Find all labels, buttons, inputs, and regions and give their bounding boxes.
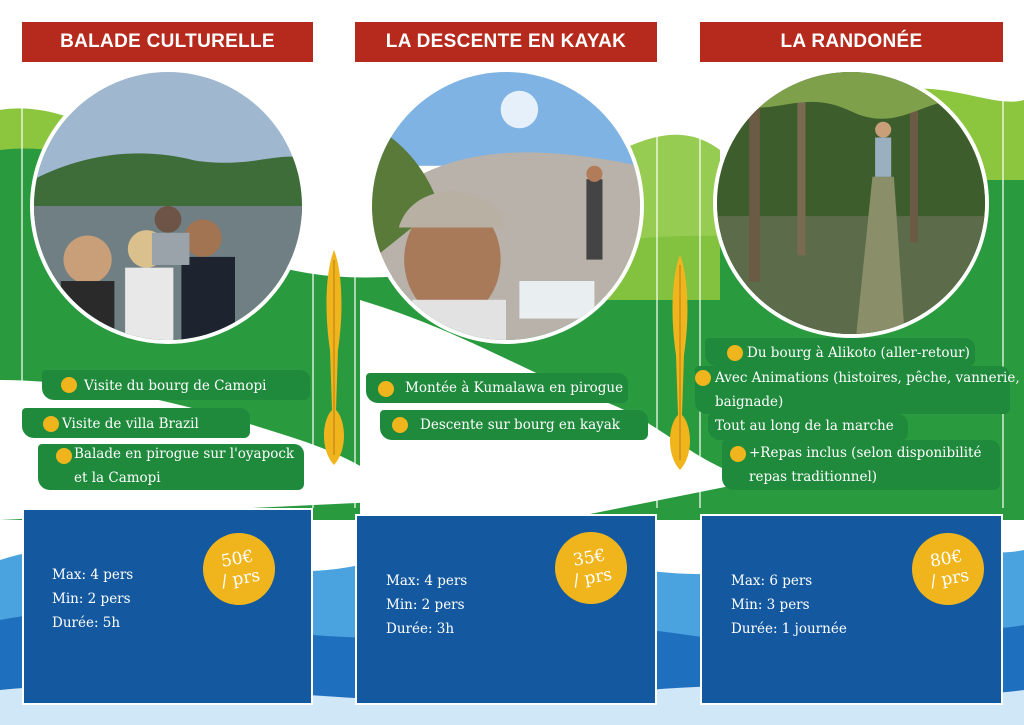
max-persons: Max: 4 pers <box>386 573 468 589</box>
bullet-dot-icon <box>727 345 743 361</box>
duration: Durée: 5h <box>52 615 121 631</box>
photo-pirogue-river <box>30 68 306 344</box>
header-balade-culturelle: BALADE CULTURELLE <box>22 22 313 62</box>
activity-text: Visite de villa Brazil <box>62 416 199 432</box>
activity-text: Du bourg à Alikoto (aller-retour) <box>747 345 970 361</box>
activity-text: Descente sur bourg en kayak <box>420 417 620 433</box>
bullet-dot-icon <box>695 370 711 386</box>
price-value: 35€ <box>571 545 607 571</box>
duration: Durée: 3h <box>386 621 455 637</box>
activity-text: baignade) <box>715 394 784 410</box>
photo-kayak-selfie <box>368 68 644 344</box>
min-persons: Min: 2 pers <box>386 597 465 613</box>
bullet-dot-icon <box>43 416 59 432</box>
min-persons: Min: 3 pers <box>731 597 810 613</box>
activity-text: Avec Animations (histoires, pêche, vannerie, <box>715 370 1020 386</box>
activity-text: Tout au long de la marche <box>715 418 894 434</box>
max-persons: Max: 6 pers <box>731 573 813 589</box>
paddle-icon <box>318 250 350 470</box>
activity-text: Balade en pirogue sur l'oyapock <box>74 446 295 462</box>
price-unit: / prs <box>219 565 262 593</box>
photo-jungle-hike <box>713 68 989 338</box>
bullet-dot-icon <box>392 417 408 433</box>
price-value: 80€ <box>928 546 964 572</box>
activity-text: repas traditionnel) <box>749 469 878 485</box>
activity-text: Visite du bourg de Camopi <box>84 378 267 394</box>
activity-text: Montée à Kumalawa en pirogue <box>405 380 624 396</box>
bullet-dot-icon <box>730 446 746 462</box>
header-randonnee: LA RANDONÉE <box>700 22 1003 62</box>
bullet-dot-icon <box>56 448 72 464</box>
price-unit: / prs <box>928 565 971 593</box>
price-unit: / prs <box>571 564 614 592</box>
duration: Durée: 1 journée <box>731 621 847 637</box>
header-descente-kayak: LA DESCENTE EN KAYAK <box>355 22 657 62</box>
max-persons: Max: 4 pers <box>52 567 134 583</box>
paddle-icon <box>664 255 696 475</box>
activity-text: +Repas inclus (selon disponibilité <box>749 445 982 461</box>
activity-text: et la Camopi <box>74 470 161 486</box>
bullet-dot-icon <box>378 381 394 397</box>
min-persons: Min: 2 pers <box>52 591 131 607</box>
bullet-dot-icon <box>61 377 77 393</box>
price-value: 50€ <box>219 546 255 572</box>
